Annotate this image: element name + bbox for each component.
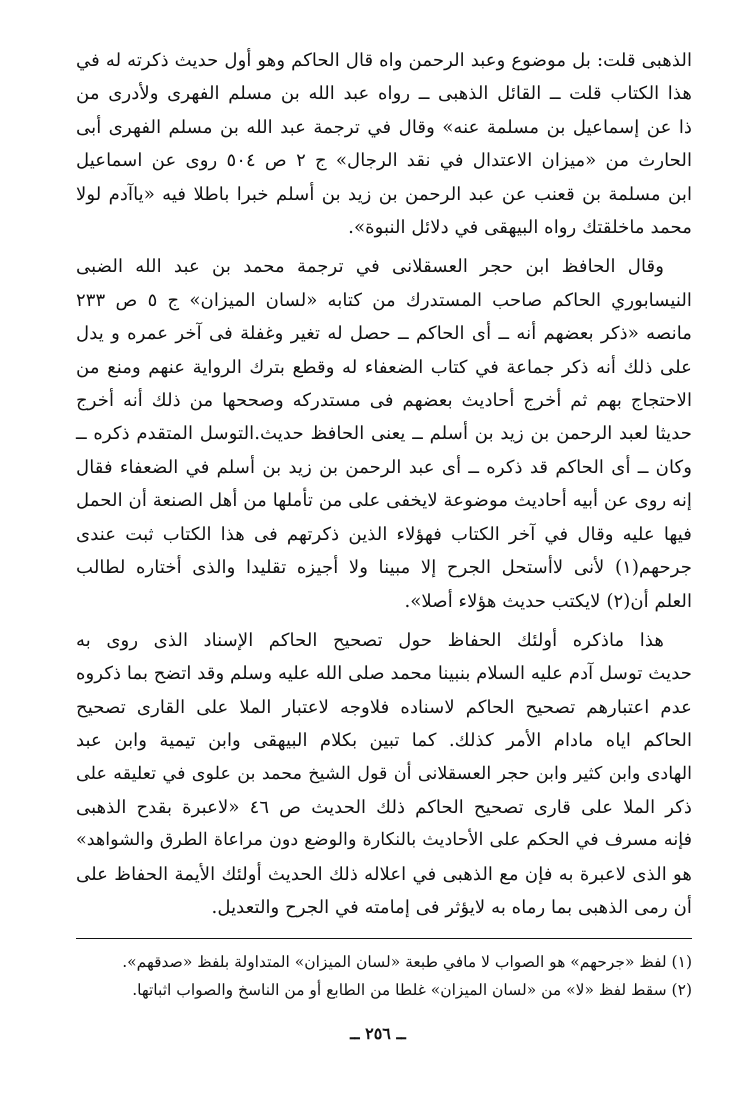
text-line: الهادى وابن كثير وابن حجر العسقلانى أن قول الشيخ محمد بن علوى في تعليقه على <box>76 763 692 784</box>
text-line: إنه روى عن أبيه أحاديث موضوعة لايخفى على من تأملها من أهل الصنعة أن الحمل <box>76 490 692 512</box>
text-line: مانصه «ذكر بعضهم أنه ــ أى الحاكم ــ حصل له تغير وغفلة فى آخر عمره و يدل <box>76 323 692 345</box>
text-line: أن رمى الذهبى بما رماه به لايؤثر فى إمامته في الجرح والتعديل. <box>211 897 692 919</box>
text-line: على ذلك أنه ذكر جماعة في كتاب الضعفاء له وقطع بترك الرواية عنهم ومنع من <box>76 356 692 378</box>
footnote-2: (٢) سقط لفظ «لا» من «لسان الميزان» غلطا من الطابع أو من الناسخ والصواب اثباتها. <box>132 981 692 999</box>
footnote-divider <box>76 938 692 939</box>
text-line: فإنه مسرف في الحكم على الأحاديث بالنكارة والوضع دون مراعاة الطرق والشواهد» <box>76 830 692 851</box>
text-line: حديثا لعبد الرحمن بن زيد بن أسلم ــ يعنى الحافظ حديث.التوسل المتقدم ذكره ــ <box>76 423 692 445</box>
page-number: ــ ٢٥٦ ــ <box>350 1024 406 1043</box>
text-line: النيسابوري الحاكم صاحب المستدرك من كتابه «لسان الميزان» ج ٥ ص ٢٣٣ <box>76 289 692 311</box>
page-body <box>76 44 692 931</box>
text-line: الاحتجاج بهم ثم أخرج أحاديث بعضهم فى مستدركه وصححها من ذلك أنه أخرج <box>76 390 692 412</box>
text-line: ذكر الملا على قارى تصحيح الحاكم ذلك الحديث ص ٤٦ «لاعبرة بقدح الذهبى <box>76 796 692 818</box>
text-line: وكان ــ أى الحاكم قد ذكره ــ أى عبد الرحمن بن زيد بن أسلم في الضعفاء فقال <box>76 456 692 478</box>
text-line: الذهبى قلت: بل موضوع وعبد الرحمن واه قال الحاكم وهو أول حديث ذكرته له في <box>76 50 692 71</box>
text-line: وقال الحافظ ابن حجر العسقلانى في ترجمة محمد بن عبد الله الضبى <box>76 256 664 278</box>
paragraph-2 <box>76 250 692 617</box>
footnotes <box>76 948 692 1004</box>
footnote-1: (١) لفظ «جرحهم» هو الصواب لا مافي طبعة «لسان الميزان» المتداولة بلفظ «صدقهم». <box>122 953 692 971</box>
text-line: هذا ماذكره أولئك الحفاظ حول تصحيح الحاكم الإسناد الذى روى به <box>76 629 664 651</box>
text-line: الحارث من «ميزان الاعتدال في نقد الرجال» ج ٢ ص ٥٠٤ روى عن اسماعيل <box>76 150 692 172</box>
text-line: العلم أن(٢) لايكتب حديث هؤلاء أصلا». <box>404 590 692 612</box>
text-line: محمد ماخلقتك رواه البيهقى في دلائل النبوة». <box>348 217 692 239</box>
text-line: عدم اعتبارهم تصحيح الحاكم لاسناده فلاوجه لاعتبار الملا على القارى تصحيح <box>76 696 692 718</box>
text-line: ذا عن إسماعيل بن مسلمة عنه» وقال في ترجمة عبد الله بن مسلم الفهرى أبى <box>76 116 692 138</box>
text-line: فيها عليه وقال في آخر الكتاب فهؤلاء الذين ذكرتهم فى هذا الكتاب ثبت عندى <box>76 523 692 545</box>
text-line: هذا الكتاب قلت ــ القائل الذهبى ــ رواه عبد الله بن مسلم الفهرى ولأدرى من <box>76 83 692 105</box>
text-line: ابن مسلمة بن قعنب عن عبد الرحمن بن زيد بن أسلم خبرا باطلا فيه «ياآدم لولا <box>76 183 692 205</box>
text-line: هو الذى لاعبرة به فإن مع الذهبى في اعلاله ذلك الحديث أولئك الأيمة الحفاظ على <box>76 863 692 885</box>
text-line: جرحهم(١) لأنى لاأستحل الجرح إلا مبينا ولا أجيزه تقليدا والذى أختاره لطالب <box>76 557 692 579</box>
text-line: حديث توسل آدم عليه السلام بنبينا محمد صلى الله عليه وسلم وقد اتضح بما ذكروه <box>76 663 692 685</box>
paragraph-1 <box>76 44 692 244</box>
text-line: الحاكم اياه مادام الأمر كذلك. كما تبين بكلام البيهقى وابن تيمية وابن عبد <box>76 730 692 752</box>
paragraph-3 <box>76 624 692 925</box>
